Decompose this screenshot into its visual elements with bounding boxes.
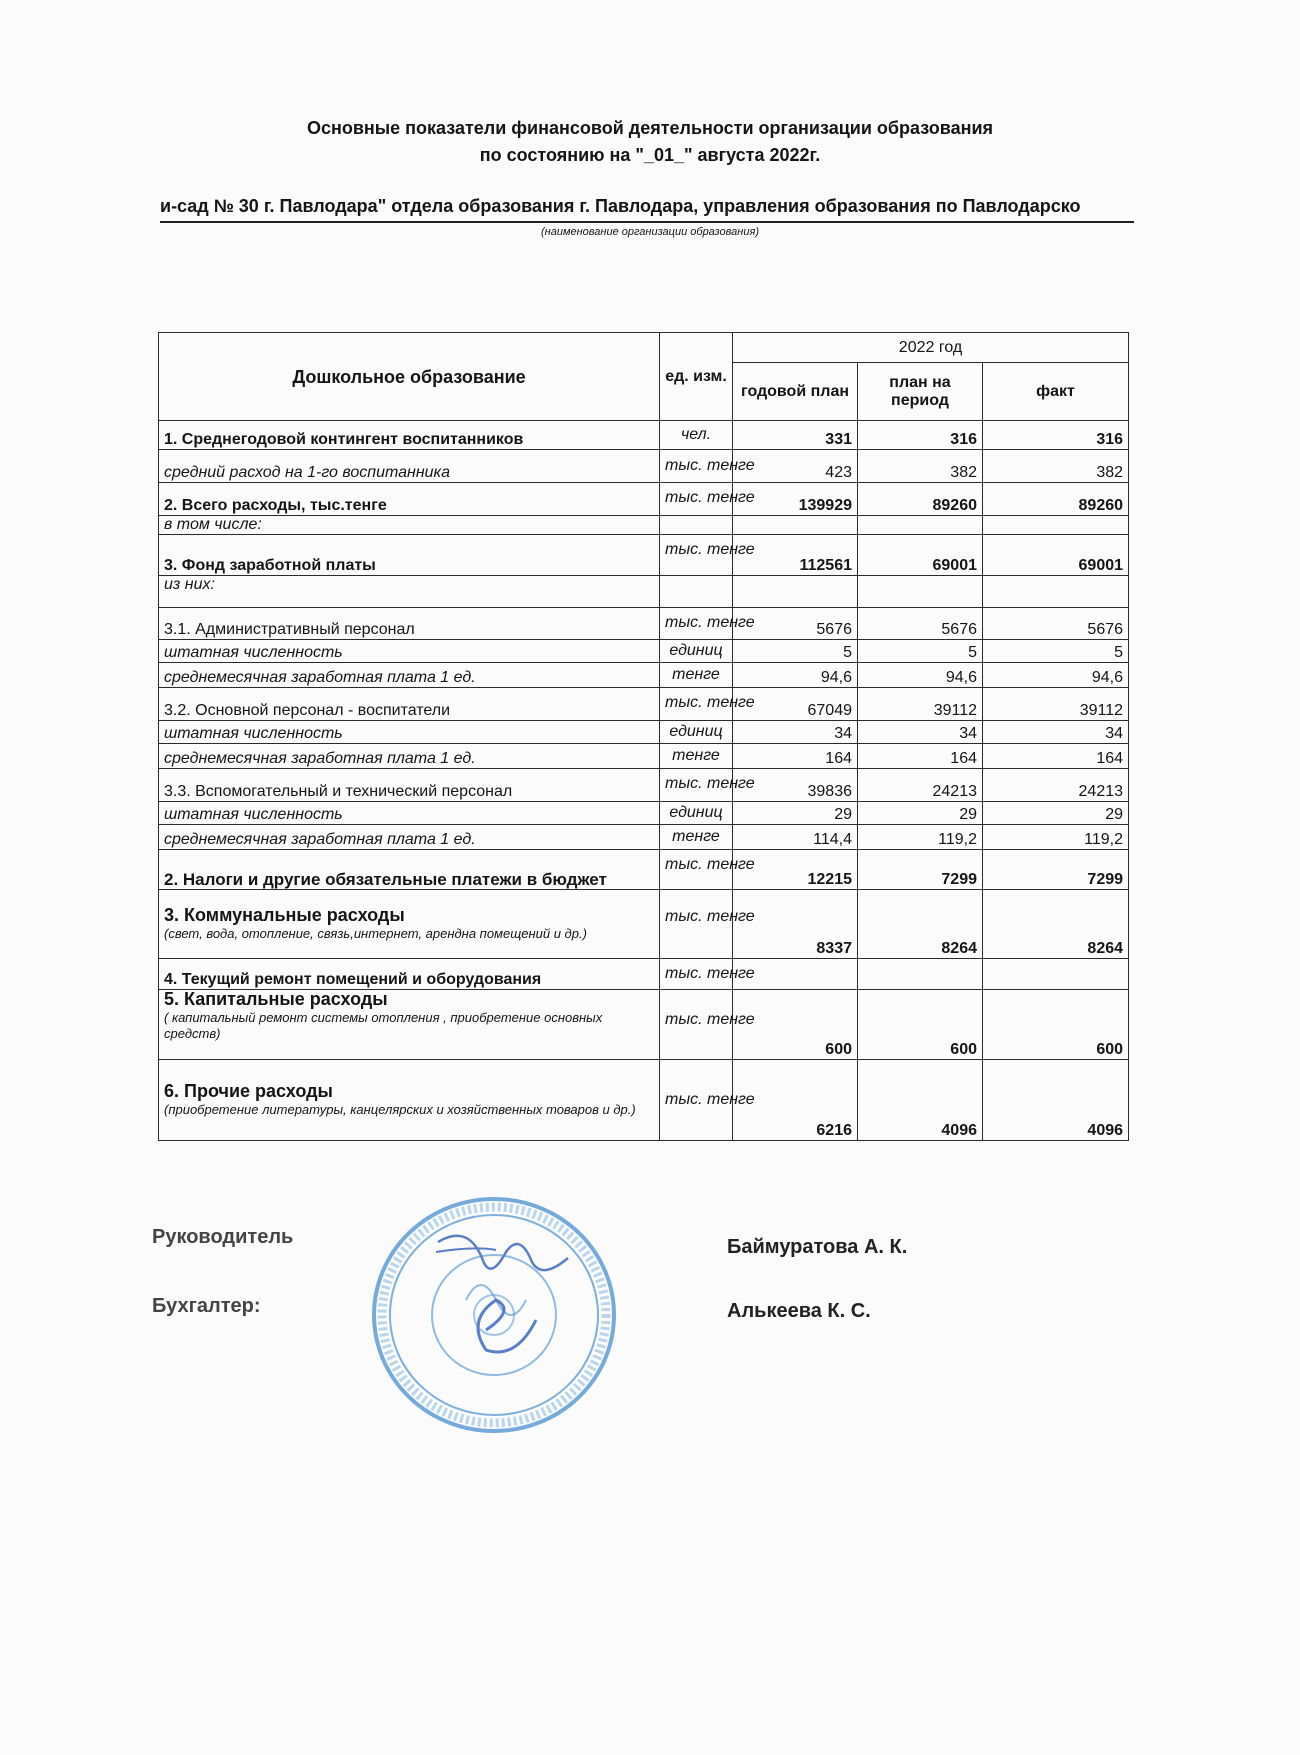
table-row [159,535,1129,576]
column-header-unit: ед. изм. [660,333,733,421]
annual-plan-cell: 8337 [733,890,858,959]
table-row [159,1060,1129,1141]
fact-cell: 7299 [983,850,1129,890]
row-unit: тенге [660,825,733,850]
row-unit: чел. [660,421,733,450]
fact-cell: 4096 [983,1060,1129,1141]
row-unit: тыс. тенге [660,608,733,640]
annual-plan-cell: 164 [733,744,858,769]
annual-plan-cell: 94,6 [733,663,858,688]
row-label: 1. Среднегодовой контингент воспитанников [159,421,660,450]
column-header-label: Дошкольное образование [159,333,660,421]
period-plan-cell: 4096 [858,1060,983,1141]
period-plan-cell: 94,6 [858,663,983,688]
annual-plan-cell: 12215 [733,850,858,890]
row-label: 5. Капитальные расходы [164,989,388,1009]
row-unit: тенге [660,663,733,688]
table-row [159,959,1129,990]
row-unit: тыс. тенге [660,535,733,576]
annual-plan-cell: 5676 [733,608,858,640]
column-header-fact: факт [983,363,1129,421]
row-unit: тыс. тенге [660,769,733,802]
table-row [159,769,1129,802]
annual-plan-cell [733,576,858,608]
fact-cell: 34 [983,721,1129,744]
period-plan-cell: 382 [858,450,983,483]
annual-plan-cell: 67049 [733,688,858,721]
fact-cell [983,576,1129,608]
column-header-period-plan: план на период [858,363,983,421]
annual-plan-cell: 331 [733,421,858,450]
fact-cell: 94,6 [983,663,1129,688]
row-unit: тыс. тенге [660,1060,733,1141]
column-header-annual-plan: годовой план [733,363,858,421]
row-unit [660,516,733,535]
official-seal-icon [366,1190,626,1440]
accountant-signature-label: Бухгалтер: [152,1295,261,1317]
row-unit: тыс. тенге [660,450,733,483]
document-title: Основные показатели финансовой деятельности организации образования [306,118,994,138]
row-label: 3. Коммунальные расходы [164,905,405,925]
row-label: 3.3. Вспомогательный и технический персонал [159,769,660,802]
row-label: 3.1. Административный персонал [159,608,660,640]
table-row [159,990,1129,1060]
row-note: (свет, вода, отопление, связь,интернет, арендна помещений и др.) [164,926,587,941]
column-header-year: 2022 год [733,333,1129,363]
fact-cell: 164 [983,744,1129,769]
organization-name: и-сад № 30 г. Павлодара" отдела образования г. Павлодара, управления образования по Павлодарско [160,196,1081,216]
row-label: из них: [159,576,660,608]
fact-cell: 24213 [983,769,1129,802]
table-row [159,516,1129,535]
row-unit: тыс. тенге [660,990,733,1060]
fact-cell: 119,2 [983,825,1129,850]
fact-cell [983,959,1129,990]
fact-cell: 316 [983,421,1129,450]
row-label-cell [159,990,660,1060]
annual-plan-cell: 29 [733,802,858,825]
table-row [159,576,1129,608]
financial-indicators-table [158,332,1129,1141]
row-label: штатная численность [159,802,660,825]
period-plan-cell: 69001 [858,535,983,576]
annual-plan-cell: 114,4 [733,825,858,850]
fact-cell: 382 [983,450,1129,483]
row-label-cell [159,1060,660,1141]
row-unit: единиц [660,802,733,825]
fact-cell: 39112 [983,688,1129,721]
period-plan-cell: 39112 [858,688,983,721]
head-signature-label: Руководитель [152,1226,294,1248]
row-label: штатная численность [159,721,660,744]
row-label: 4. Текущий ремонт помещений и оборудования [159,959,660,990]
period-plan-cell: 89260 [858,483,983,516]
table-row [159,640,1129,663]
table-row [159,802,1129,825]
annual-plan-cell: 34 [733,721,858,744]
annual-plan-cell: 600 [733,990,858,1060]
period-plan-cell: 34 [858,721,983,744]
row-unit: тыс. тенге [660,688,733,721]
report-date: по состоянию на "_01_" августа 2022г. [479,145,821,165]
period-plan-cell: 600 [858,990,983,1060]
table-row [159,825,1129,850]
period-plan-cell: 29 [858,802,983,825]
fact-cell: 5676 [983,608,1129,640]
annual-plan-cell [733,516,858,535]
fact-cell: 8264 [983,890,1129,959]
row-label-cell [159,890,660,959]
row-label: среднемесячная заработная плата 1 ед. [159,744,660,769]
annual-plan-cell: 139929 [733,483,858,516]
annual-plan-cell: 112561 [733,535,858,576]
row-unit: тыс. тенге [660,483,733,516]
period-plan-cell [858,959,983,990]
fact-cell: 69001 [983,535,1129,576]
row-label: средний расход на 1-го воспитанника [159,450,660,483]
accountant-name: Алькеева К. С. [727,1300,871,1322]
header-row [159,333,1129,363]
table-row [159,721,1129,744]
row-unit: тенге [660,744,733,769]
table-row [159,483,1129,516]
annual-plan-cell: 39836 [733,769,858,802]
fact-cell: 89260 [983,483,1129,516]
period-plan-cell: 316 [858,421,983,450]
period-plan-cell: 5676 [858,608,983,640]
table-row [159,450,1129,483]
table-row [159,850,1129,890]
row-label: в том числе: [159,516,660,535]
row-unit: тыс. тенге [660,959,733,990]
row-unit [660,576,733,608]
period-plan-cell: 24213 [858,769,983,802]
table-row [159,608,1129,640]
row-label: штатная численность [159,640,660,663]
annual-plan-cell: 5 [733,640,858,663]
row-unit: единиц [660,640,733,663]
period-plan-cell: 5 [858,640,983,663]
annual-plan-cell: 423 [733,450,858,483]
row-label: 3. Фонд заработной платы [159,535,660,576]
row-label: среднемесячная заработная плата 1 ед. [159,825,660,850]
table-row [159,890,1129,959]
period-plan-cell: 7299 [858,850,983,890]
period-plan-cell [858,516,983,535]
fact-cell: 600 [983,990,1129,1060]
fact-cell: 5 [983,640,1129,663]
organization-caption: (наименование организации образования) [541,226,759,238]
row-unit: тыс. тенге [660,850,733,890]
table-row [159,744,1129,769]
table-row [159,688,1129,721]
row-label: 6. Прочие расходы [164,1081,333,1101]
period-plan-cell: 119,2 [858,825,983,850]
fact-cell: 29 [983,802,1129,825]
organization-underline [160,221,1134,223]
table-row [159,421,1129,450]
row-note: ( капитальный ремонт системы отопления , приобретение основных средств) [164,1010,603,1041]
row-label: 3.2. Основной персонал - воспитатели [159,688,660,721]
period-plan-cell: 8264 [858,890,983,959]
period-plan-cell: 164 [858,744,983,769]
annual-plan-cell: 6216 [733,1060,858,1141]
row-unit: тыс. тенге [660,890,733,959]
table-row [159,663,1129,688]
row-label: 2. Налоги и другие обязательные платежи в бюджет [159,850,660,890]
period-plan-cell [858,576,983,608]
head-name: Баймуратова А. К. [727,1236,908,1258]
fact-cell [983,516,1129,535]
row-label: среднемесячная заработная плата 1 ед. [159,663,660,688]
row-note: (приобретение литературы, канцелярских и хозяйственных товаров и др.) [164,1102,636,1117]
row-label: 2. Всего расходы, тыс.тенге [159,483,660,516]
row-unit: единиц [660,721,733,744]
